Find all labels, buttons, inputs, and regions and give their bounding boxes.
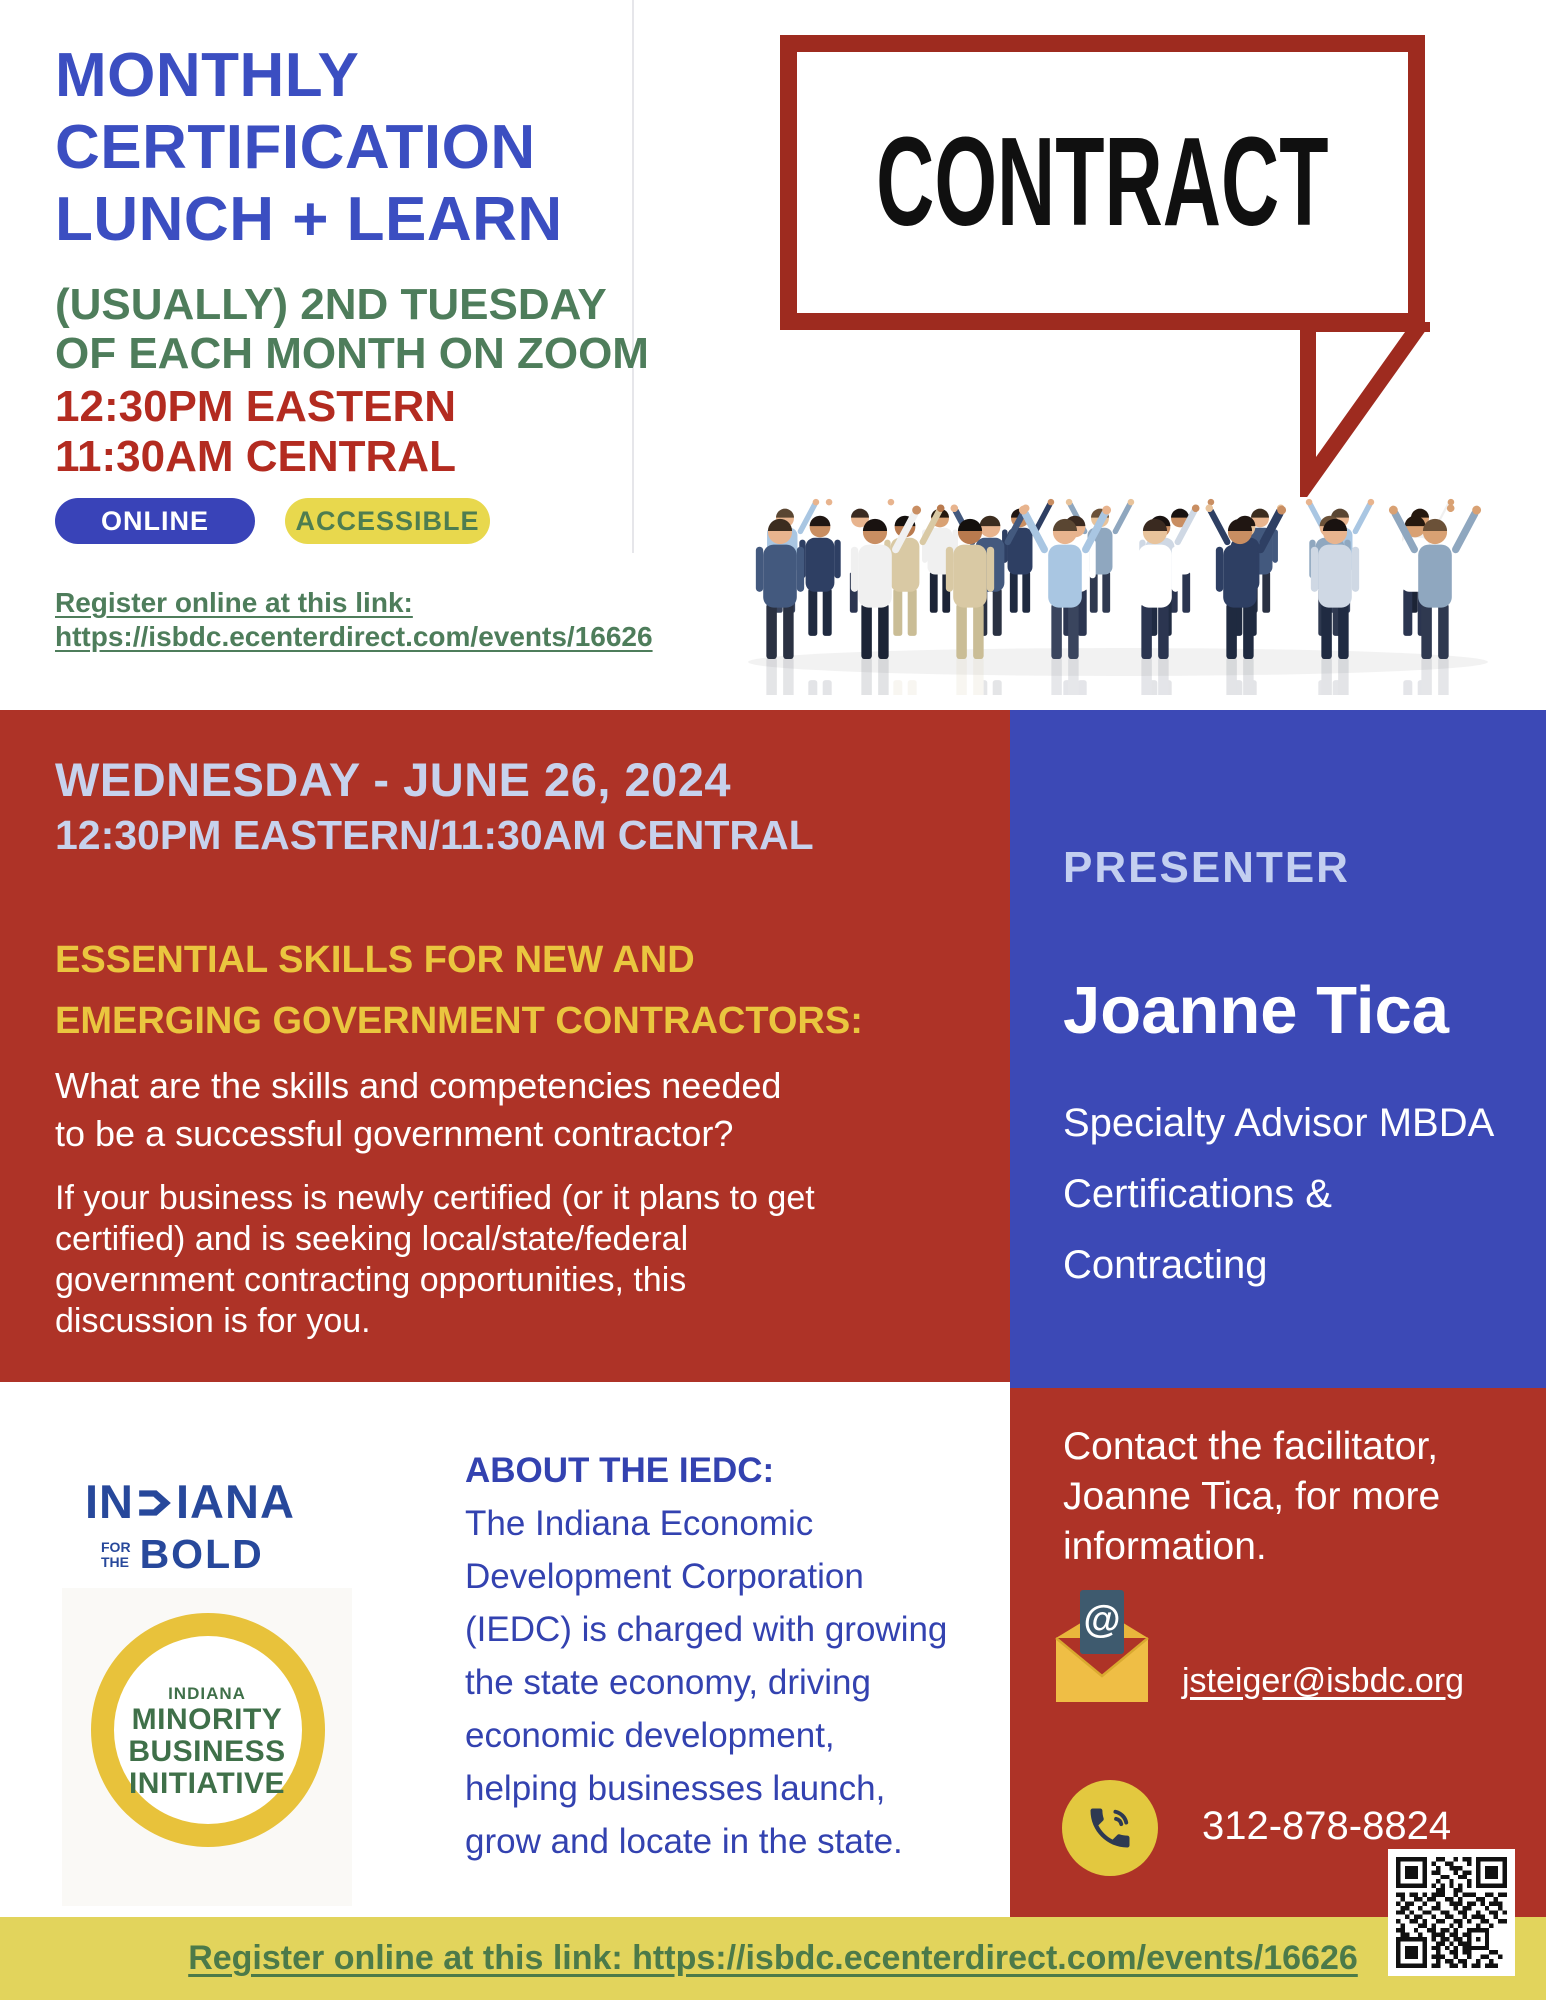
event-time: 12:30PM EASTERN/11:30AM CENTRAL: [55, 812, 814, 858]
presenter-title-line: Specialty Advisor MBDA: [1063, 1101, 1495, 1145]
flyer-title: [55, 40, 563, 256]
phone-icon: [1062, 1780, 1158, 1876]
title-line: MONTHLY: [55, 41, 360, 110]
imbi-line: INITIATIVE: [128, 1767, 286, 1800]
event-question: [55, 1062, 781, 1158]
contact-line: Contact the facilitator,: [1063, 1425, 1439, 1468]
description-line: If your business is newly certified (or it plans to get: [55, 1179, 815, 1217]
register-link-top: [55, 586, 653, 654]
register-url-link[interactable]: https://isbdc.ecenterdirect.com/events/16626: [55, 621, 653, 652]
event-times: [55, 382, 456, 482]
question-line: What are the skills and competencies needed: [55, 1065, 782, 1106]
title-line: CERTIFICATION: [55, 113, 536, 182]
event-description: [55, 1178, 815, 1342]
qr-code: [1388, 1849, 1515, 1976]
title-line: LUNCH + LEARN: [55, 185, 563, 254]
headline-line: ESSENTIAL SKILLS FOR NEW AND: [55, 939, 695, 981]
register-label[interactable]: Register online at this link:: [55, 587, 413, 618]
about-line: economic development,: [465, 1716, 835, 1755]
about-line: grow and locate in the state.: [465, 1822, 903, 1861]
imbi-top-label: INDIANA: [168, 1684, 246, 1703]
contract-logo: [780, 35, 1425, 330]
about-line: Development Corporation: [465, 1557, 864, 1596]
presenter-title: [1063, 1088, 1494, 1301]
imbi-line: BUSINESS: [128, 1735, 286, 1768]
contact-line: information.: [1063, 1525, 1267, 1568]
presenter-label: PRESENTER: [1063, 843, 1350, 892]
description-line: certified) and is seeking local/state/federal: [55, 1220, 689, 1258]
about-line: (IEDC) is charged with growing: [465, 1610, 948, 1649]
email-icon: [1050, 1588, 1154, 1706]
indiana-for-the-bold-logo: [85, 1474, 295, 1578]
at-glyph: @: [1083, 1599, 1121, 1641]
about-heading: ABOUT THE IEDC:: [465, 1451, 775, 1490]
headline-line: EMERGING GOVERNMENT CONTRACTORS:: [55, 1000, 863, 1042]
contact-line: Joanne Tica, for more: [1063, 1475, 1441, 1518]
accessible-badge: [285, 498, 490, 544]
online-badge-label: ONLINE: [100, 505, 209, 536]
footer-bar: [0, 1917, 1546, 2000]
schedule-line: OF EACH MONTH ON ZOOM: [55, 329, 649, 378]
about-iedc: [465, 1445, 975, 1868]
indiana-word-suffix: IANA: [176, 1475, 295, 1528]
about-line: helping businesses launch,: [465, 1769, 886, 1808]
event-date: WEDNESDAY - JUNE 26, 2024: [55, 753, 732, 806]
question-line: to be a successful government contractor?: [55, 1113, 734, 1154]
email-link[interactable]: jsteiger@isbdc.org: [1182, 1662, 1465, 1700]
contact-text: [1063, 1422, 1440, 1572]
phone-number: 312-878-8824: [1202, 1804, 1452, 1848]
imbi-line: MINORITY: [131, 1703, 283, 1736]
for-word: FOR: [101, 1538, 131, 1555]
column-divider: [632, 0, 634, 553]
presenter-name: Joanne Tica: [1063, 973, 1450, 1048]
contract-logo-text: CONTRACT: [876, 111, 1329, 253]
minority-business-initiative-logo: [62, 1588, 352, 1906]
accessible-badge-label: ACCESSIBLE: [295, 505, 480, 536]
about-line: the state economy, driving: [465, 1663, 871, 1702]
description-line: discussion is for you.: [55, 1302, 371, 1340]
register-link-footer[interactable]: Register online at this link: https://isbdc.ecenterdirect.com/events/16626: [188, 1939, 1358, 1977]
online-badge: [55, 498, 255, 544]
schedule-line: (USUALLY) 2ND TUESDAY: [55, 280, 607, 329]
presenter-title-line: Contracting: [1063, 1243, 1268, 1287]
the-word: THE: [101, 1553, 129, 1570]
description-line: government contracting opportunities, this: [55, 1261, 687, 1299]
presenter-title-line: Certifications &: [1063, 1172, 1332, 1216]
indiana-word-prefix: IN: [85, 1475, 134, 1528]
time-line: 11:30AM CENTRAL: [55, 432, 456, 481]
time-line: 12:30PM EASTERN: [55, 382, 457, 431]
about-line: The Indiana Economic: [465, 1504, 814, 1543]
indiana-arrow-icon: [136, 1483, 174, 1523]
event-headline: [55, 930, 863, 1052]
crowd-photo: [690, 350, 1546, 695]
bold-word: BOLD: [139, 1531, 264, 1577]
schedule-text: [55, 280, 649, 378]
